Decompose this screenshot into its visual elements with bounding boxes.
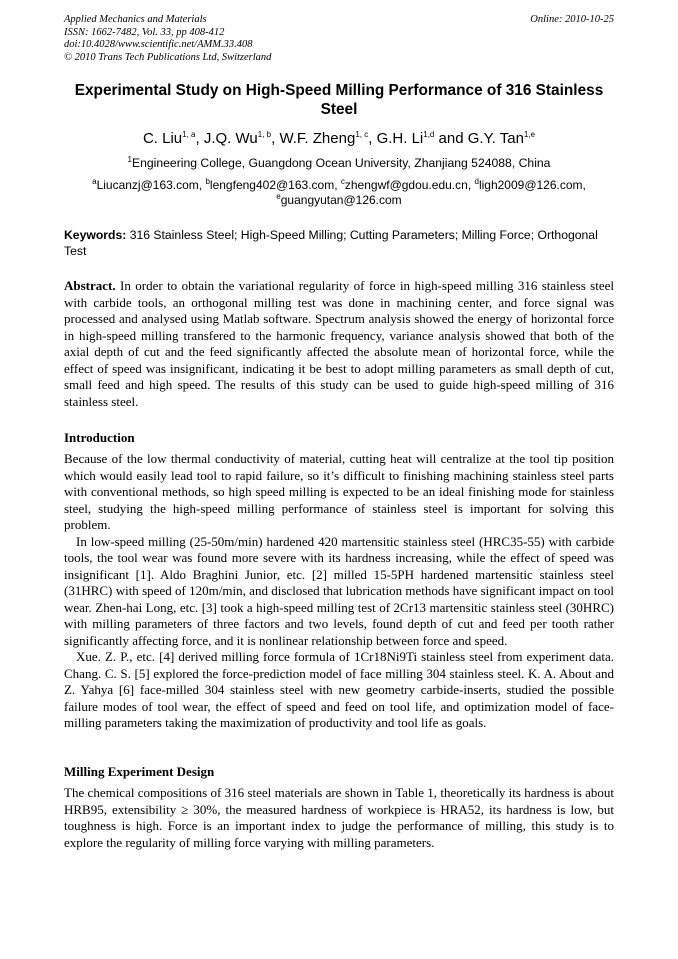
paper-title: Experimental Study on High-Speed Milling Performance of 316 Stainless Steel (74, 82, 604, 118)
paragraph: In low-speed milling (25-50m/min) hardened 420 martensitic stainless steel (HRC35-55) with carbide tools, the tool wear was found more severe with its hardness increasing, while the effect of speed was insignificant [1]. Aldo Braghini Junior, etc. [2] milled 15-5PH hardened martensitic stainless steel (31HRC) with speed of 120m/min, and disclosed that lubrication methods have significant impact on tool wear. Zhen-hai Long, etc. [3] took a high-speed milling test of 2Cr13 martensitic stainless steel (30HRC) with milling parameters of three factors and two levels, found depth of cut and feed per tooth rather significantly affecting force, and it is nonlinear relationship between force and speed. (64, 533, 614, 648)
introduction-body (64, 451, 614, 732)
email: $^c$zhengwf@gdou.edu.cn (340, 177, 468, 192)
paragraph: The chemical compositions of 316 steel materials are shown in Table 1, theoretically its hardness is about HRB95, extensibility ≥ 30%, the measured hardness of workpiece is HRA52, its hardness is low, but toughness is high. Force is an important index to judge the performance of milling, this study is to explore the regularity of milling force varying with milling parameters. (64, 785, 614, 850)
author: J.Q. Wu$^{1, b}$ (203, 130, 272, 147)
author: G.Y. Tan$^{1,e}$ (467, 130, 536, 147)
author: W.F. Zheng$^{1, c}$ (279, 130, 369, 147)
journal-name: Applied Mechanics and Materials (64, 14, 207, 25)
paragraph: Because of the low thermal conductivity of material, cutting heat will centralize at the tool tip position which would easily lead tool to rapid failure, so it’s difficult to finishing machining stainless steel parts with conventional methods, so high speed milling is expected to be an ideal finishing mode for stainless steel, studying the high-speed milling performance of stainless steel is important for solving this problem. (64, 451, 614, 532)
keywords-label: Keywords: (64, 228, 127, 242)
abstract-text: In order to obtain the variational regularity of force in high-speed milling 316 stainless steel with carbide tools, an orthogonal milling test was done in machining center, and force signal was processed and analysed using Matlab software. Spectrum analysis showed the energy of horizontal force in high-speed milling transfered to the harmonic frequency, variance analysis showed that both of the axial depth of cut and the feed significantly affected the absolute mean of horizontal force, while the effect of speed was insignificant, indicating it be best to adopt milling parameters as small depth of cut, small feed and high speed. The results of this study can be used to guide high-speed milling of 316 stainless steel. (64, 278, 614, 409)
section-heading-milling-experiment: Milling Experiment Design (64, 764, 215, 779)
milling-experiment-body (64, 785, 614, 851)
author: C. Liu$^{1, a}$ (142, 130, 196, 147)
journal-copyright: © 2010 Trans Tech Publications Ltd, Switzerland (64, 51, 272, 63)
online-date: Online: 2010-10-25 (530, 14, 614, 25)
journal-header (64, 14, 614, 64)
email: $^e$guangyutan@126.com (276, 192, 402, 207)
keywords (64, 228, 614, 259)
journal-issn: ISSN: 1662-7482, Vol. 33, pp 408-412 (64, 26, 225, 38)
author: G.H. Li$^{1,d}$ (376, 130, 435, 147)
section-heading-introduction: Introduction (64, 430, 135, 445)
author-list: C. Liu$^{1, a}$, J.Q. Wu$^{1, b}$, W.F. Zheng$^{1, c}$, G.H. Li$^{1,d}$ and G.Y. Tan$^{1,e}$ (142, 130, 536, 147)
paragraph: Xue. Z. P., etc. [4] derived milling force formula of 1Cr18Ni9Ti stainless steel from experiment data. Chang. C. S. [5] explored the force-prediction model of face milling 304 stainless steel. K. A. About and Z. Yahya [6] face-milled 304 stainless steel with new geometry carbide-inserts, studied the possible failure modes of tool wear, the effect of speed and feed on tool life, and optimization model of face-milling parameters taking the maximization of productivity and tool life as goals. (64, 649, 614, 730)
author-emails: $^a$Liucanzj@163.com, $^b$lengfeng402@163.com, $^c$zhengwf@gdou.edu.cn, $^d$ligh2009@126.com, $^e$guangyutan@126.com (92, 177, 586, 207)
abstract (64, 278, 614, 410)
affiliation: $^1$Engineering College, Guangdong Ocean University, Zhanjiang 524088, China (127, 154, 551, 170)
email: $^d$ligh2009@126.com (474, 177, 583, 192)
journal-doi: doi:10.4028/www.scientific.net/AMM.33.408 (64, 39, 253, 51)
email: $^a$Liucanzj@163.com (92, 177, 199, 192)
abstract-label: Abstract. (64, 278, 116, 293)
email: $^b$lengfeng402@163.com (205, 177, 335, 192)
keywords-text: 316 Stainless Steel; High-Speed Milling; Cutting Parameters; Milling Force; Orthogonal Test (64, 228, 598, 258)
